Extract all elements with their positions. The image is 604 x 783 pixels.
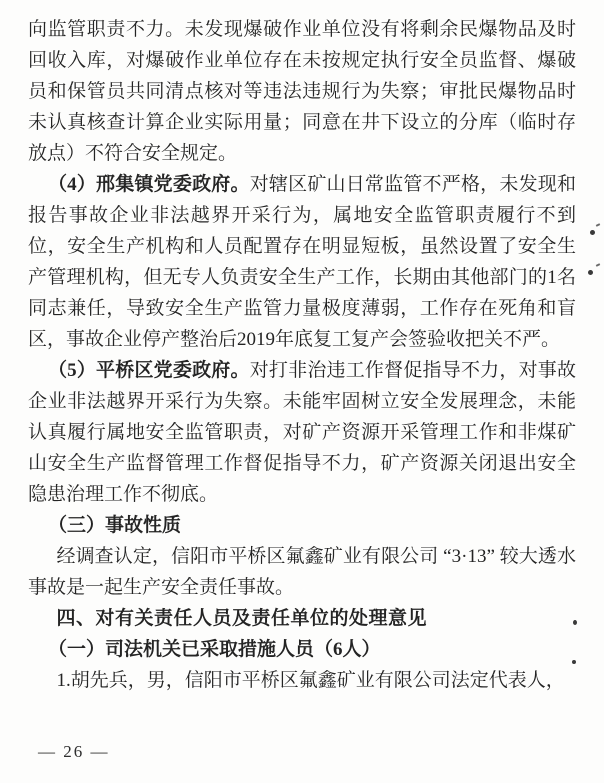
scan-speck <box>596 263 600 267</box>
heading-accident-nature: （三）事故性质 <box>47 515 181 536</box>
page-number: — 26 — <box>38 742 110 761</box>
paragraph-item-4-lead: （4）邢集镇党委政府。 <box>47 174 250 195</box>
paragraph-continuation: 向监管职责不力。未发现爆破作业单位没有将剩余民爆物品及时回收入库，对爆破作业单位存在未按规定执行安全员监督、爆破员和保管员共同清点核对等违法违规行为失察；审批民爆物品时未认真核查计算企业实际用量；同意在井下设立的分库（临时存放点）不符合安全规定。 <box>28 19 576 164</box>
scan-speck <box>573 620 577 625</box>
scan-speck <box>596 223 600 227</box>
paragraph-accident-nature: 经调查认定，信阳市平桥区氟鑫矿业有限公司 “3·13” 较大透水事故是一起生产安全责任事故。 <box>28 546 576 598</box>
scan-speck <box>588 270 593 275</box>
paragraph-item-4 <box>28 169 576 355</box>
paragraph-item-4-text: 对辖区矿山日常监管不严格，未发现和报告事故企业非法越界开采行为，属地安全监管职责履行不到位，安全生产机构和人员配置存在明显短板，虽然设置了安全生产管理机构，但无专人负责安全生产工作，长期由其他部门的1名同志兼任，导致安全生产监管力量极度薄弱，工作存在死角和盲区，事故企业停产整治后2019年底复工复产会签验收把关不严。 <box>28 174 576 350</box>
paragraph-item-5 <box>28 355 576 510</box>
scan-speck <box>572 660 576 664</box>
heading-subsection-one: （一）司法机关已采取措施人员（6人） <box>47 639 381 660</box>
heading-section-four: 四、对有关责任人员及责任单位的处理意见 <box>56 608 428 629</box>
scan-speck <box>590 230 595 235</box>
paragraph-item-5-text: 对打非治违工作督促指导不力，对事故企业非法越界开采行为失察。未能牢固树立安全发展理念，未能认真履行属地安全监管职责，对矿产资源开采管理工作和非煤矿山安全生产监督管理工作督促指导不力，矿产资源关闭退出安全隐患治理工作不彻底。 <box>28 360 576 505</box>
paragraph-item-5-lead: （5）平桥区党委政府。 <box>47 360 250 381</box>
document-content <box>28 14 576 696</box>
paragraph-person-1: 1.胡先兵，男，信阳市平桥区氟鑫矿业有限公司法定代表人， <box>56 670 565 691</box>
